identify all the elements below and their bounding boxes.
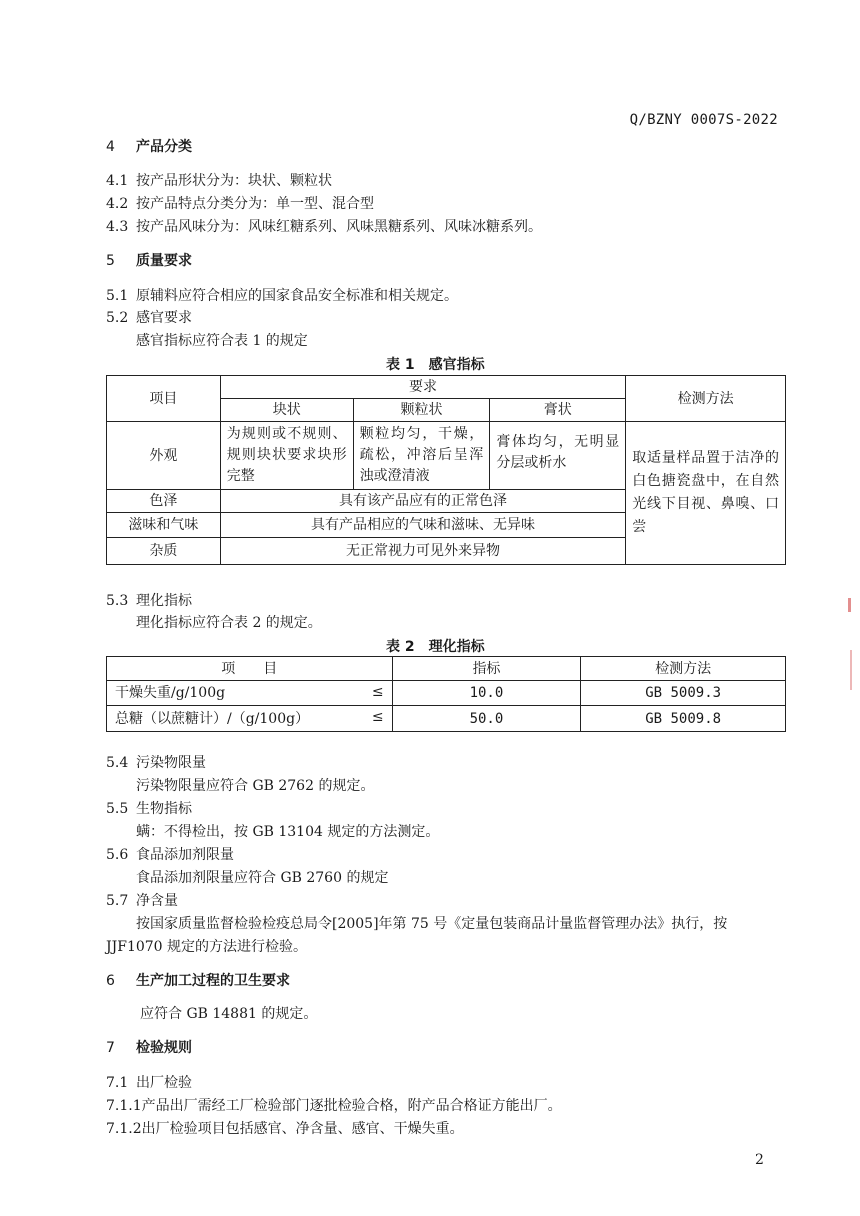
physchem-table [106,656,786,732]
clause-5-5-body: 螨：不得检出，按 GB 13104 规定的方法测定。 [136,824,440,840]
row-value: 50.0 [392,706,581,732]
header-method: 检测方法 [581,657,786,681]
clause-7-1-2: 7.1.2出厂检验项目包括感官、净含量、感官、干燥失重。 [106,1121,464,1137]
clause-5-6-body: 食品添加剂限量应符合 GB 2760 的规定 [136,870,389,886]
clause-5-2: 5.2 感官要求 [106,310,192,326]
header-index: 指标 [392,657,581,681]
section-4-heading: 4 产品分类 [106,139,192,155]
row-appearance-label: 外观 [107,422,221,490]
header-paste: 膏状 [490,399,626,422]
clause-4-1: 4.1 按产品形状分为：块状、颗粒状 [106,173,332,189]
table1-caption: 表 1 感官指标 [386,357,485,373]
appearance-paste: 膏体均匀，无明显分层或析水 [490,422,626,490]
table-row [107,681,786,706]
document-code: Q/BZNY 0007S-2022 [629,112,778,128]
row-color-label: 色泽 [107,490,221,513]
row-item: 干燥失重/g/100g ≤ [107,681,393,706]
row-method: GB 5009.3 [581,681,786,706]
header-requirement: 要求 [220,376,625,399]
section-5-heading: 5 质量要求 [106,253,192,269]
clause-5-1: 5.1 原辅料应符合相应的国家食品安全标准和相关规定。 [106,288,458,304]
clause-5-6: 5.6 食品添加剂限量 [106,847,234,863]
clause-5-5: 5.5 生物指标 [106,801,192,817]
clause-5-7: 5.7 净含量 [106,893,178,909]
scan-mark [848,598,851,612]
clause-5-2-body: 感官指标应符合表 1 的规定 [136,333,308,349]
appearance-granule: 颗粒均匀，干燥，疏松，冲溶后呈浑浊或澄清液 [353,422,490,490]
table-row [107,706,786,732]
clause-5-3-body: 理化指标应符合表 2 的规定。 [136,615,322,631]
section-6-heading: 6 生产加工过程的卫生要求 [106,973,290,989]
header-item: 项 目 [107,657,393,681]
clause-7-1: 7.1 出厂检验 [106,1075,192,1091]
header-granule: 颗粒状 [353,399,490,422]
row-impurity-label: 杂质 [107,538,221,565]
appearance-block: 为规则或不规则、规则块状要求块形完整 [220,422,353,490]
sensory-table [106,375,786,565]
row-taste-text: 具有产品相应的气味和滋味、无异味 [220,513,625,538]
clause-5-3: 5.3 理化指标 [106,593,192,609]
section-7-heading: 7 检验规则 [106,1040,192,1056]
scan-mark [850,650,852,690]
header-item: 项目 [107,376,221,422]
clause-4-2: 4.2 按产品特点分类分为：单一型、混合型 [106,196,374,212]
row-item: 总糖（以蔗糖计）/（g/100g） ≤ [107,706,393,732]
section-6-body: 应符合 GB 14881 的规定。 [140,1006,318,1022]
clause-4-3: 4.3 按产品风味分为：风味红糖系列、风味黑糖系列、风味冰糖系列。 [106,219,542,235]
clause-5-7-body: 按国家质量监督检验检疫总局令[2005]年第 75 号《定量包装商品计量监督管理办法》执行，按 [136,916,728,932]
header-block: 块状 [220,399,353,422]
table2-caption: 表 2 理化指标 [386,639,485,655]
clause-5-4-body: 污染物限量应符合 GB 2762 的规定。 [136,778,375,794]
row-method: GB 5009.8 [581,706,786,732]
row-color-text: 具有该产品应有的正常色泽 [220,490,625,513]
header-method: 检测方法 [626,376,786,422]
clause-5-4: 5.4 污染物限量 [106,755,206,771]
clause-7-1-1: 7.1.1产品出厂需经工厂检验部门逐批检验合格，附产品合格证方能出厂。 [106,1098,562,1114]
clause-5-7-body-cont: JJF1070 规定的方法进行检验。 [106,939,308,955]
row-taste-label: 滋味和气味 [107,513,221,538]
method-text: 取适量样品置于洁净的白色搪瓷盘中，在自然光线下目视、鼻嗅、口尝 [626,422,786,565]
row-value: 10.0 [392,681,581,706]
page-number: 2 [755,1152,764,1168]
row-impurity-text: 无正常视力可见外来异物 [220,538,625,565]
